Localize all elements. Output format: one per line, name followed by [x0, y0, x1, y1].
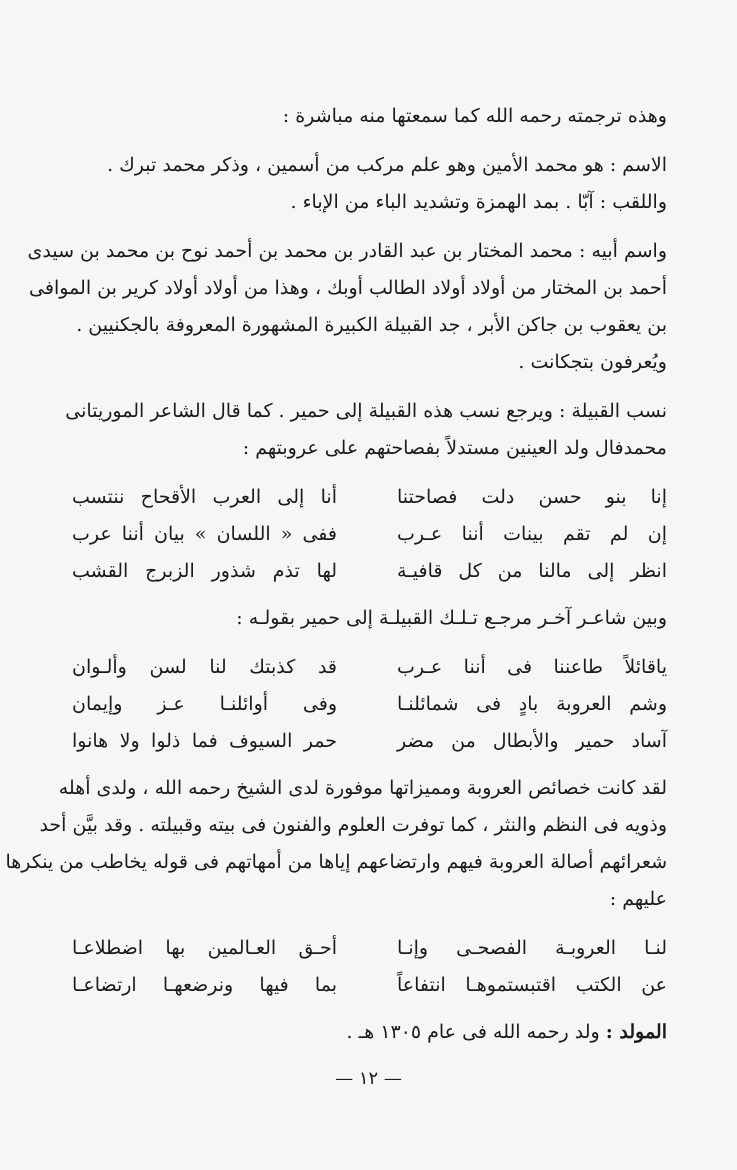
text-line: وهذه ترجمته رحمه الله كما سمعتها منه مباشرة :: [282, 105, 667, 127]
hemistich-first: ياقائلاً طاعننا فى أننا عـرب: [397, 656, 667, 678]
poem-3: [72, 930, 667, 1004]
hemistich-second: أحـق العـالمين بها اضطلاعـا: [72, 937, 337, 959]
hemistich-second: أنا إلى العرب الأقحاح ننتسب: [72, 486, 337, 508]
text-line: بن يعقوب بن جاكن الأبر ، جد القبيلة الكبيرة المشهورة المعروفة بالجكنيين .: [76, 314, 667, 336]
intro-paragraph: [72, 98, 667, 135]
hemistich-second: قد كذبتك لنا لسن وألـوان: [72, 656, 337, 678]
hemistich-first: وشم العروبة بادٍ فى شمائلنـا: [397, 693, 667, 715]
text-line: لقد كانت خصائص العروبة ومميزاتها موفورة لدى الشيخ رحمه الله ، ولدى أهله: [58, 777, 667, 799]
page-number: — ١٢ —: [335, 1068, 402, 1089]
document-body: [5, 98, 667, 1063]
hemistich-second: لها تذم شذور الزبرج القشب: [72, 560, 337, 582]
hemistich-first: عن الكتب اقتبستموهـا انتفاعاً: [397, 974, 667, 996]
hemistich-second: حمر السيوف فما ذلوا ولا هانوا: [72, 730, 337, 752]
hemistich-second: ففى « اللسان » بيان أننا عرب: [72, 523, 337, 545]
text-line: وبين شاعـر آخـر مرجـع تـلـك القبيلـة إلى حمير بقولـه :: [236, 607, 667, 629]
name-paragraph: [72, 147, 667, 221]
poem-1: [72, 479, 667, 590]
father-paragraph: [27, 233, 667, 381]
verse-line: [72, 686, 667, 723]
verse-line: [72, 930, 667, 967]
verse-line: [72, 649, 667, 686]
text-line: أحمد بن المختار من أولاد أولاد الطالب أوبك ، وهذا من أولاد أولاد كرير بن الموافى: [29, 277, 667, 299]
poet2-paragraph: [72, 600, 667, 637]
text-line: وذويه فى النظم والنثر ، كما توفرت العلوم والفنون فى بيته وقبيلته . وقد بيَّن أحد: [39, 814, 667, 836]
text-line: الاسم : هو محمد الأمين وهو علم مركب من أسمين ، وذكر محمد تبرك .: [107, 154, 667, 176]
verse-line: [72, 553, 667, 590]
verse-line: [72, 516, 667, 553]
text-line: عليهم :: [609, 888, 667, 910]
hemistich-first: آساد حمير والأبطال من مضر: [397, 730, 667, 752]
tribe-paragraph: [65, 393, 667, 467]
text-line: [72, 1014, 667, 1051]
text-line: محمدفال ولد العينين مستدلاً بفصاحتهم على عروبتهم :: [242, 437, 667, 459]
verse-line: [72, 723, 667, 760]
hemistich-first: إن لم تقم بينات أننا عـرب: [397, 523, 667, 545]
birth-label: المولد :: [605, 1021, 667, 1043]
hemistich-second: بما فيها ونرضعهـا ارتضاعـا: [72, 974, 337, 996]
verse-line: [72, 479, 667, 516]
qualities-paragraph: [5, 770, 667, 918]
hemistich-second: وفى أوائلنـا عـز وإيمان: [72, 693, 337, 715]
birth-text: ولد رحمه الله فى عام ١٣٠٥ هـ .: [346, 1021, 600, 1043]
birth-paragraph: [72, 1014, 667, 1051]
text-line: واسم أبيه : محمد المختار بن عبد القادر بن محمد بن أحمد نوح بن محمد بن سيدى: [27, 240, 667, 262]
hemistich-first: لنـا العروبـة الفصحـى وإنـا: [397, 937, 667, 959]
text-line: واللقب : آبّا . بمد الهمزة وتشديد الباء من الإباء .: [290, 191, 667, 213]
verse-line: [72, 967, 667, 1004]
hemistich-first: إنا بنو حسن دلت فصاحتنا: [397, 486, 667, 508]
text-line: ويُعرفون بتجكانت .: [518, 351, 667, 373]
text-line: شعرائهم أصالة العروبة فيهم وارتضاعهم إياها من أمهاتهم فى قوله يخاطب من ينكرها: [5, 851, 667, 873]
poem-2: [72, 649, 667, 760]
hemistich-first: انظر إلى مالنا من كل قافيـة: [397, 560, 667, 582]
text-line: نسب القبيلة : ويرجع نسب هذه القبيلة إلى حمير . كما قال الشاعر الموريتانى: [65, 400, 667, 422]
